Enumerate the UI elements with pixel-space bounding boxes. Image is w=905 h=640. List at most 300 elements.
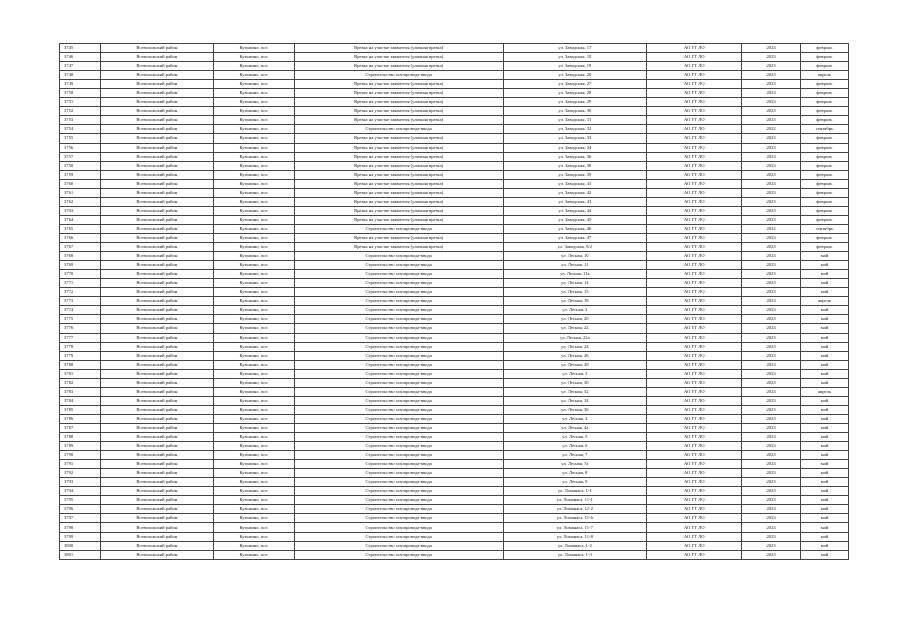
year-cell: 2023: [742, 532, 800, 541]
table-row: [60, 405, 849, 414]
work-type-cell: Врезка на участке заявителя (уличная врезка): [294, 179, 503, 188]
year-cell: 2023: [742, 523, 800, 532]
settlement-cell: Кузьмино, пос: [213, 396, 294, 405]
organization-cell: АО ГТ ЛО: [647, 360, 742, 369]
month-cell: сентябрь: [800, 125, 848, 134]
table-row: [60, 387, 849, 396]
month-cell: февраль: [800, 44, 848, 53]
work-type-cell: Врезка на участке заявителя (уличная врезка): [294, 188, 503, 197]
district-cell: Всеволожский район: [100, 532, 213, 541]
year-cell: 2023: [742, 80, 800, 89]
work-type-cell: Врезка на участке заявителя (уличная врезка): [294, 243, 503, 252]
district-cell: Всеволожский район: [100, 53, 213, 62]
address-cell: ул. Лесная, 26: [503, 351, 646, 360]
organization-cell: АО ГТ ЛО: [647, 306, 742, 315]
row-number-cell: 3771: [60, 279, 101, 288]
work-type-cell: Строительство газопровода-ввода: [294, 378, 503, 387]
row-number-cell: 3758: [60, 161, 101, 170]
address-cell: ул. Ломанаса, 11-6: [503, 514, 646, 523]
address-cell: ул. Ломанаса, 1-1: [503, 487, 646, 496]
organization-cell: АО ГТ ЛО: [647, 487, 742, 496]
settlement-cell: Кузьмино, пос: [213, 505, 294, 514]
organization-cell: АО ГТ ЛО: [647, 243, 742, 252]
year-cell: 2023: [742, 297, 800, 306]
settlement-cell: Кузьмино, пос: [213, 170, 294, 179]
row-number-cell: 3772: [60, 288, 101, 297]
table-row: [60, 423, 849, 432]
row-number-cell: 3746: [60, 53, 101, 62]
year-cell: 2023: [742, 460, 800, 469]
settlement-cell: Кузьмино, пос: [213, 288, 294, 297]
address-cell: ул. Заводская, 34: [503, 143, 646, 152]
row-number-cell: 3784: [60, 396, 101, 405]
organization-cell: АО ГТ ЛО: [647, 134, 742, 143]
table-row: [60, 197, 849, 206]
work-type-cell: Врезка на участке заявителя (уличная врезка): [294, 44, 503, 53]
settlement-cell: Кузьмино, пос: [213, 297, 294, 306]
district-cell: Всеволожский район: [100, 188, 213, 197]
month-cell: февраль: [800, 134, 848, 143]
table-row: [60, 188, 849, 197]
row-number-cell: 3785: [60, 405, 101, 414]
settlement-cell: Кузьмино, пос: [213, 152, 294, 161]
month-cell: май: [800, 306, 848, 315]
year-cell: 2023: [742, 541, 800, 550]
row-number-cell: 3780: [60, 360, 101, 369]
organization-cell: АО ГТ ЛО: [647, 125, 742, 134]
organization-cell: АО ГТ ЛО: [647, 261, 742, 270]
table-row: [60, 161, 849, 170]
address-cell: ул. Заводская, 18: [503, 53, 646, 62]
work-type-cell: Врезка на участке заявителя (уличная врезка): [294, 197, 503, 206]
settlement-cell: Кузьмино, пос: [213, 252, 294, 261]
district-cell: Всеволожский район: [100, 550, 213, 559]
row-number-cell: 3754: [60, 125, 101, 134]
organization-cell: АО ГТ ЛО: [647, 387, 742, 396]
district-cell: Всеволожский район: [100, 98, 213, 107]
organization-cell: АО ГТ ЛО: [647, 523, 742, 532]
month-cell: февраль: [800, 188, 848, 197]
year-cell: 2023: [742, 405, 800, 414]
row-number-cell: 3759: [60, 170, 101, 179]
work-type-cell: Строительство газопровода-ввода: [294, 270, 503, 279]
table-row: [60, 360, 849, 369]
address-cell: ул. Лесная, 8: [503, 469, 646, 478]
settlement-cell: Кузьмино, пос: [213, 224, 294, 233]
month-cell: май: [800, 496, 848, 505]
table-row: [60, 53, 849, 62]
settlement-cell: Кузьмино, пос: [213, 143, 294, 152]
work-type-cell: Строительство газопровода-ввода: [294, 451, 503, 460]
settlement-cell: Кузьмино, пос: [213, 487, 294, 496]
district-cell: Всеволожский район: [100, 514, 213, 523]
year-cell: 2023: [742, 215, 800, 224]
year-cell: 2023: [742, 152, 800, 161]
year-cell: 2023: [742, 351, 800, 360]
settlement-cell: Кузьмино, пос: [213, 80, 294, 89]
table-row: [60, 351, 849, 360]
address-cell: ул. Ломанаса, 11-8: [503, 532, 646, 541]
table-row: [60, 315, 849, 324]
table-row: [60, 261, 849, 270]
work-type-cell: Строительство газопровода-ввода: [294, 360, 503, 369]
district-cell: Всеволожский район: [100, 261, 213, 270]
organization-cell: АО ГТ ЛО: [647, 532, 742, 541]
work-type-cell: Врезка на участке заявителя (уличная врезка): [294, 62, 503, 71]
year-cell: 2023: [742, 342, 800, 351]
district-cell: Всеволожский район: [100, 170, 213, 179]
district-cell: Всеволожский район: [100, 315, 213, 324]
address-cell: ул. Заводская, 31: [503, 116, 646, 125]
row-number-cell: 3770: [60, 270, 101, 279]
district-cell: Всеволожский район: [100, 306, 213, 315]
month-cell: февраль: [800, 116, 848, 125]
row-number-cell: 3749: [60, 80, 101, 89]
district-cell: Всеволожский район: [100, 233, 213, 242]
year-cell: 2023: [742, 179, 800, 188]
settlement-cell: Кузьмино, пос: [213, 206, 294, 215]
row-number-cell: 3760: [60, 179, 101, 188]
settlement-cell: Кузьмино, пос: [213, 423, 294, 432]
table-row: [60, 414, 849, 423]
row-number-cell: 3781: [60, 369, 101, 378]
month-cell: май: [800, 514, 848, 523]
work-type-cell: Строительство газопровода-ввода: [294, 252, 503, 261]
table-row: [60, 107, 849, 116]
address-cell: ул. Лесная, 4а: [503, 423, 646, 432]
address-cell: ул. Ломанаса, 1-3: [503, 550, 646, 559]
table-row: [60, 252, 849, 261]
table-row: [60, 523, 849, 532]
work-type-cell: Строительство газопровода-ввода: [294, 496, 503, 505]
district-cell: Всеволожский район: [100, 487, 213, 496]
address-cell: ул. Заводская, 9/2: [503, 243, 646, 252]
month-cell: май: [800, 550, 848, 559]
month-cell: май: [800, 270, 848, 279]
address-cell: ул. Заводская, 41: [503, 179, 646, 188]
document-page: [59, 43, 849, 560]
address-cell: ул. Заводская, 30: [503, 107, 646, 116]
year-cell: 2023: [742, 233, 800, 242]
row-number-cell: 3767: [60, 243, 101, 252]
month-cell: май: [800, 252, 848, 261]
organization-cell: АО ГТ ЛО: [647, 315, 742, 324]
work-type-cell: Строительство газопровода-ввода: [294, 396, 503, 405]
table-row: [60, 134, 849, 143]
month-cell: май: [800, 261, 848, 270]
address-cell: ул. Лесная, 11: [503, 261, 646, 270]
month-cell: май: [800, 360, 848, 369]
address-cell: ул. Заводская, 17: [503, 44, 646, 53]
row-number-cell: 3792: [60, 469, 101, 478]
address-cell: ул. Ломанаса, 11-7: [503, 523, 646, 532]
address-cell: ул. Лесная, 32: [503, 387, 646, 396]
year-cell: 2023: [742, 252, 800, 261]
row-number-cell: 3788: [60, 433, 101, 442]
address-cell: ул. Заводская, 28: [503, 89, 646, 98]
district-cell: Всеволожский район: [100, 297, 213, 306]
table-row: [60, 433, 849, 442]
month-cell: февраль: [800, 143, 848, 152]
address-cell: ул. Лесная, 7а: [503, 460, 646, 469]
settlement-cell: Кузьмино, пос: [213, 215, 294, 224]
organization-cell: АО ГТ ЛО: [647, 460, 742, 469]
month-cell: май: [800, 396, 848, 405]
year-cell: 2023: [742, 197, 800, 206]
row-number-cell: 3768: [60, 252, 101, 261]
district-cell: Всеволожский район: [100, 324, 213, 333]
year-cell: 2023: [742, 505, 800, 514]
organization-cell: АО ГТ ЛО: [647, 161, 742, 170]
organization-cell: АО ГТ ЛО: [647, 116, 742, 125]
district-cell: Всеволожский район: [100, 451, 213, 460]
year-cell: 2023: [742, 170, 800, 179]
address-cell: ул. Лесная, 30: [503, 378, 646, 387]
table-row: [60, 279, 849, 288]
table-row: [60, 215, 849, 224]
district-cell: Всеволожский район: [100, 433, 213, 442]
table-row: [60, 514, 849, 523]
year-cell: 2023: [742, 433, 800, 442]
work-type-cell: Строительство газопровода-ввода: [294, 279, 503, 288]
row-number-cell: 3757: [60, 152, 101, 161]
address-cell: ул. Лесная, 5: [503, 433, 646, 442]
month-cell: февраль: [800, 233, 848, 242]
settlement-cell: Кузьмино, пос: [213, 279, 294, 288]
organization-cell: АО ГТ ЛО: [647, 252, 742, 261]
year-cell: 2023: [742, 451, 800, 460]
organization-cell: АО ГТ ЛО: [647, 342, 742, 351]
month-cell: май: [800, 442, 848, 451]
table-row: [60, 396, 849, 405]
year-cell: 2023: [742, 279, 800, 288]
row-number-cell: 3776: [60, 324, 101, 333]
year-cell: 2023: [742, 261, 800, 270]
settlement-cell: Кузьмино, пос: [213, 469, 294, 478]
settlement-cell: Кузьмино, пос: [213, 442, 294, 451]
row-number-cell: 3801: [60, 550, 101, 559]
year-cell: 2022: [742, 125, 800, 134]
organization-cell: АО ГТ ЛО: [647, 514, 742, 523]
address-cell: ул. Лесная, 10: [503, 252, 646, 261]
year-cell: 2023: [742, 360, 800, 369]
settlement-cell: Кузьмино, пос: [213, 243, 294, 252]
work-type-cell: Строительство газопровода-ввода: [294, 369, 503, 378]
district-cell: Всеволожский район: [100, 243, 213, 252]
organization-cell: АО ГТ ЛО: [647, 442, 742, 451]
month-cell: май: [800, 414, 848, 423]
organization-cell: АО ГТ ЛО: [647, 433, 742, 442]
row-number-cell: 3766: [60, 233, 101, 242]
settlement-cell: Кузьмино, пос: [213, 188, 294, 197]
month-cell: февраль: [800, 53, 848, 62]
table-row: [60, 550, 849, 559]
row-number-cell: 3745: [60, 44, 101, 53]
organization-cell: АО ГТ ЛО: [647, 550, 742, 559]
row-number-cell: 3748: [60, 71, 101, 80]
row-number-cell: 3782: [60, 378, 101, 387]
row-number-cell: 3800: [60, 541, 101, 550]
month-cell: май: [800, 351, 848, 360]
settlement-cell: Кузьмино, пос: [213, 306, 294, 315]
organization-cell: АО ГТ ЛО: [647, 279, 742, 288]
work-type-cell: Строительство газопровода-ввода: [294, 351, 503, 360]
row-number-cell: 3756: [60, 143, 101, 152]
month-cell: май: [800, 478, 848, 487]
work-type-cell: Врезка на участке заявителя (уличная врезка): [294, 143, 503, 152]
address-cell: ул. Лесная, 24: [503, 342, 646, 351]
settlement-cell: Кузьмино, пос: [213, 107, 294, 116]
district-cell: Всеволожский район: [100, 44, 213, 53]
year-cell: 2023: [742, 550, 800, 559]
address-cell: ул. Лесная, 7: [503, 451, 646, 460]
table-row: [60, 369, 849, 378]
district-cell: Всеволожский район: [100, 224, 213, 233]
work-type-cell: Врезка на участке заявителя (уличная врезка): [294, 134, 503, 143]
table-row: [60, 324, 849, 333]
year-cell: 2023: [742, 333, 800, 342]
settlement-cell: Кузьмино, пос: [213, 378, 294, 387]
organization-cell: АО ГТ ЛО: [647, 62, 742, 71]
address-cell: ул. Заводская, 27: [503, 80, 646, 89]
row-number-cell: 3761: [60, 188, 101, 197]
settlement-cell: Кузьмино, пос: [213, 342, 294, 351]
organization-cell: АО ГТ ЛО: [647, 478, 742, 487]
organization-cell: АО ГТ ЛО: [647, 496, 742, 505]
address-cell: ул. Лесная, 22а: [503, 333, 646, 342]
row-number-cell: 3775: [60, 315, 101, 324]
month-cell: апрель: [800, 387, 848, 396]
work-type-cell: Врезка на участке заявителя (уличная врезка): [294, 116, 503, 125]
address-cell: ул. Лесная, 11а: [503, 270, 646, 279]
settlement-cell: Кузьмино, пос: [213, 550, 294, 559]
address-cell: ул. Заводская, 43: [503, 197, 646, 206]
work-type-cell: Строительство газопровода-ввода: [294, 315, 503, 324]
month-cell: май: [800, 342, 848, 351]
settlement-cell: Кузьмино, пос: [213, 532, 294, 541]
organization-cell: АО ГТ ЛО: [647, 451, 742, 460]
month-cell: февраль: [800, 161, 848, 170]
organization-cell: АО ГТ ЛО: [647, 89, 742, 98]
row-number-cell: 3747: [60, 62, 101, 71]
district-cell: Всеволожский район: [100, 89, 213, 98]
row-number-cell: 3783: [60, 387, 101, 396]
table-row: [60, 342, 849, 351]
work-type-cell: Строительство газопровода-ввода: [294, 306, 503, 315]
address-cell: ул. Ломанаса, 11-2: [503, 505, 646, 514]
district-cell: Всеволожский район: [100, 396, 213, 405]
district-cell: Всеволожский район: [100, 351, 213, 360]
month-cell: май: [800, 541, 848, 550]
work-type-cell: Строительство газопровода-ввода: [294, 550, 503, 559]
year-cell: 2023: [742, 62, 800, 71]
address-cell: ул. Заводская, 46: [503, 224, 646, 233]
address-cell: ул. Лесная, 14: [503, 279, 646, 288]
organization-cell: АО ГТ ЛО: [647, 270, 742, 279]
address-cell: ул. Заводская, 38: [503, 161, 646, 170]
address-cell: ул. Лесная, 34: [503, 396, 646, 405]
month-cell: сентябрь: [800, 224, 848, 233]
row-number-cell: 3778: [60, 342, 101, 351]
table-row: [60, 152, 849, 161]
year-cell: 2023: [742, 514, 800, 523]
table-row: [60, 206, 849, 215]
row-number-cell: 3764: [60, 215, 101, 224]
settlement-cell: Кузьмино, пос: [213, 315, 294, 324]
table-row: [60, 224, 849, 233]
work-type-cell: Врезка на участке заявителя (уличная врезка): [294, 89, 503, 98]
settlement-cell: Кузьмино, пос: [213, 387, 294, 396]
work-type-cell: Врезка на участке заявителя (уличная врезка): [294, 161, 503, 170]
address-cell: ул. Лесная, 36: [503, 405, 646, 414]
district-cell: Всеволожский район: [100, 279, 213, 288]
organization-cell: АО ГТ ЛО: [647, 71, 742, 80]
table-row: [60, 478, 849, 487]
settlement-cell: Кузьмино, пос: [213, 360, 294, 369]
organization-cell: АО ГТ ЛО: [647, 197, 742, 206]
work-type-cell: Врезка на участке заявителя (уличная врезка): [294, 170, 503, 179]
row-number-cell: 3763: [60, 206, 101, 215]
year-cell: 2023: [742, 442, 800, 451]
settlement-cell: Кузьмино, пос: [213, 433, 294, 442]
month-cell: февраль: [800, 197, 848, 206]
month-cell: май: [800, 523, 848, 532]
year-cell: 2023: [742, 414, 800, 423]
row-number-cell: 3791: [60, 460, 101, 469]
address-cell: ул. Лесная, 6: [503, 442, 646, 451]
district-cell: Всеволожский район: [100, 161, 213, 170]
table-row: [60, 98, 849, 107]
month-cell: май: [800, 279, 848, 288]
year-cell: 2023: [742, 496, 800, 505]
month-cell: май: [800, 315, 848, 324]
row-number-cell: 3773: [60, 297, 101, 306]
month-cell: май: [800, 460, 848, 469]
row-number-cell: 3789: [60, 442, 101, 451]
address-cell: ул. Ломанаса, 11-1: [503, 496, 646, 505]
organization-cell: АО ГТ ЛО: [647, 233, 742, 242]
month-cell: май: [800, 532, 848, 541]
district-cell: Всеволожский район: [100, 134, 213, 143]
table-row: [60, 541, 849, 550]
settlement-cell: Кузьмино, пос: [213, 333, 294, 342]
row-number-cell: 3787: [60, 423, 101, 432]
work-type-cell: Строительство газопровода-ввода: [294, 125, 503, 134]
table-row: [60, 116, 849, 125]
settlement-cell: Кузьмино, пос: [213, 541, 294, 550]
year-cell: 2023: [742, 306, 800, 315]
work-type-cell: Строительство газопровода-ввода: [294, 532, 503, 541]
month-cell: февраль: [800, 206, 848, 215]
address-cell: ул. Заводская, 33: [503, 134, 646, 143]
year-cell: 2023: [742, 53, 800, 62]
work-type-cell: Строительство газопровода-ввода: [294, 414, 503, 423]
table-row: [60, 496, 849, 505]
month-cell: февраль: [800, 107, 848, 116]
district-cell: Всеволожский район: [100, 378, 213, 387]
settlement-cell: Кузьмино, пос: [213, 523, 294, 532]
work-type-cell: Врезка на участке заявителя (уличная врезка): [294, 53, 503, 62]
organization-cell: АО ГТ ЛО: [647, 423, 742, 432]
row-number-cell: 3765: [60, 224, 101, 233]
month-cell: февраль: [800, 62, 848, 71]
work-type-cell: Строительство газопровода-ввода: [294, 405, 503, 414]
table-row: [60, 297, 849, 306]
district-cell: Всеволожский район: [100, 252, 213, 261]
settlement-cell: Кузьмино, пос: [213, 478, 294, 487]
settlement-cell: Кузьмино, пос: [213, 460, 294, 469]
settlement-cell: Кузьмино, пос: [213, 98, 294, 107]
